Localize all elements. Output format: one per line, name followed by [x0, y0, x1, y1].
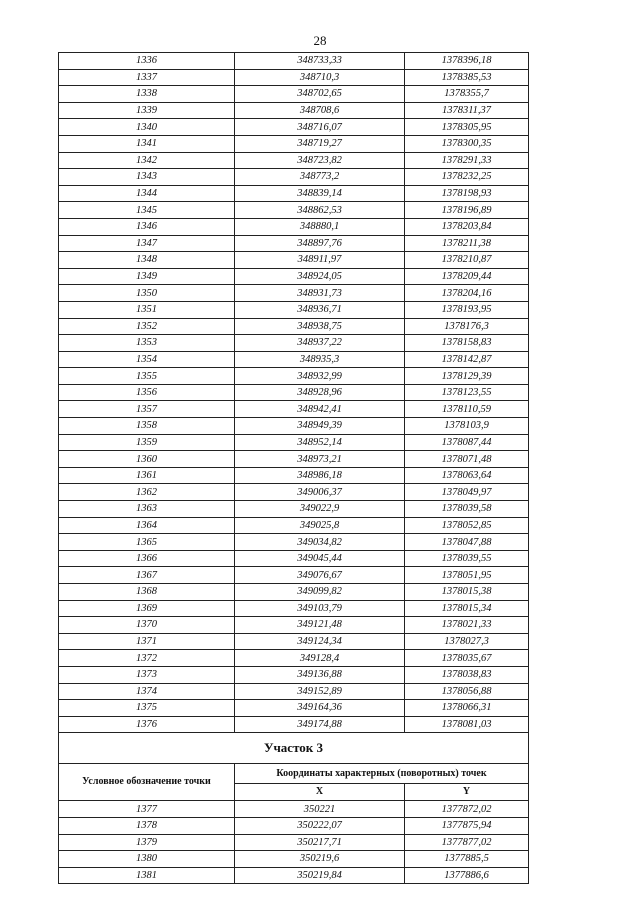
y-coordinate-cell: 1378142,87 — [405, 351, 529, 368]
y-coordinate-cell: 1378015,34 — [405, 600, 529, 617]
x-coordinate-cell: 348932,99 — [235, 368, 405, 385]
coordinates-table — [58, 52, 529, 884]
point-id-cell: 1336 — [59, 53, 235, 70]
table-row — [59, 135, 529, 152]
y-coordinate-cell: 1378196,89 — [405, 202, 529, 219]
y-coordinate-cell: 1378015,38 — [405, 584, 529, 601]
point-id-cell: 1343 — [59, 169, 235, 186]
coordinates-table-body-section-3 — [59, 801, 529, 884]
y-coordinate-cell: 1378047,88 — [405, 534, 529, 551]
point-id-cell: 1363 — [59, 501, 235, 518]
x-coordinate-cell: 348936,71 — [235, 301, 405, 318]
point-id-cell: 1345 — [59, 202, 235, 219]
point-id-cell: 1356 — [59, 384, 235, 401]
y-coordinate-cell: 1378204,16 — [405, 285, 529, 302]
section-title: Участок 3 — [59, 733, 529, 764]
table-row — [59, 102, 529, 119]
x-coordinate-cell: 349045,44 — [235, 550, 405, 567]
y-coordinate-cell: 1378035,67 — [405, 650, 529, 667]
table-row — [59, 185, 529, 202]
x-coordinate-cell: 350221 — [235, 801, 405, 818]
point-id-cell: 1377 — [59, 801, 235, 818]
point-id-cell: 1371 — [59, 633, 235, 650]
x-coordinate-cell: 348839,14 — [235, 185, 405, 202]
y-coordinate-cell: 1378158,83 — [405, 335, 529, 352]
point-id-cell: 1355 — [59, 368, 235, 385]
y-coordinate-cell: 1378056,88 — [405, 683, 529, 700]
table-row — [59, 700, 529, 717]
point-id-cell: 1380 — [59, 851, 235, 868]
y-coordinate-cell: 1378039,58 — [405, 501, 529, 518]
point-id-cell: 1381 — [59, 867, 235, 884]
table-row — [59, 285, 529, 302]
point-id-cell: 1375 — [59, 700, 235, 717]
y-coordinate-cell: 1378232,25 — [405, 169, 529, 186]
point-id-cell: 1361 — [59, 467, 235, 484]
table-row — [59, 451, 529, 468]
x-coordinate-cell: 348911,97 — [235, 252, 405, 269]
point-id-cell: 1374 — [59, 683, 235, 700]
table-row — [59, 53, 529, 70]
point-id-cell: 1354 — [59, 351, 235, 368]
x-coordinate-cell: 349152,89 — [235, 683, 405, 700]
table-row — [59, 235, 529, 252]
table-row — [59, 600, 529, 617]
table-row — [59, 318, 529, 335]
x-coordinate-cell: 349034,82 — [235, 534, 405, 551]
table-row — [59, 202, 529, 219]
x-coordinate-cell: 348928,96 — [235, 384, 405, 401]
table-row — [59, 252, 529, 269]
y-coordinate-cell: 1378355,7 — [405, 86, 529, 103]
table-row — [59, 501, 529, 518]
point-id-cell: 1369 — [59, 600, 235, 617]
y-coordinate-cell: 1378110,59 — [405, 401, 529, 418]
point-id-cell: 1359 — [59, 434, 235, 451]
y-coordinate-cell: 1378071,48 — [405, 451, 529, 468]
y-coordinate-cell: 1378051,95 — [405, 567, 529, 584]
x-coordinate-cell: 348897,76 — [235, 235, 405, 252]
x-header: X — [235, 783, 405, 800]
table-row — [59, 716, 529, 733]
section-3-header — [59, 733, 529, 801]
point-id-cell: 1348 — [59, 252, 235, 269]
y-coordinate-cell: 1378385,53 — [405, 69, 529, 86]
y-header: Y — [405, 783, 529, 800]
x-coordinate-cell: 348938,75 — [235, 318, 405, 335]
table-row — [59, 517, 529, 534]
y-coordinate-cell: 1377875,94 — [405, 817, 529, 834]
table-row — [59, 550, 529, 567]
y-coordinate-cell: 1378063,64 — [405, 467, 529, 484]
point-id-cell: 1341 — [59, 135, 235, 152]
point-id-cell: 1338 — [59, 86, 235, 103]
y-coordinate-cell: 1378291,33 — [405, 152, 529, 169]
point-id-cell: 1372 — [59, 650, 235, 667]
point-id-cell: 1366 — [59, 550, 235, 567]
point-label-header: Условное обозначение точки — [59, 764, 235, 801]
y-coordinate-cell: 1377877,02 — [405, 834, 529, 851]
y-coordinate-cell: 1378396,18 — [405, 53, 529, 70]
x-coordinate-cell: 348773,2 — [235, 169, 405, 186]
x-coordinate-cell: 349103,79 — [235, 600, 405, 617]
table-row — [59, 401, 529, 418]
table-row — [59, 867, 529, 884]
table-row — [59, 484, 529, 501]
table-row — [59, 801, 529, 818]
x-coordinate-cell: 349136,88 — [235, 666, 405, 683]
table-row — [59, 351, 529, 368]
point-id-cell: 1346 — [59, 218, 235, 235]
table-row — [59, 268, 529, 285]
x-coordinate-cell: 350222,07 — [235, 817, 405, 834]
y-coordinate-cell: 1377886,6 — [405, 867, 529, 884]
table-row — [59, 69, 529, 86]
x-coordinate-cell: 348952,14 — [235, 434, 405, 451]
y-coordinate-cell: 1378039,55 — [405, 550, 529, 567]
point-id-cell: 1378 — [59, 817, 235, 834]
y-coordinate-cell: 1378305,95 — [405, 119, 529, 136]
table-row — [59, 650, 529, 667]
y-coordinate-cell: 1378066,31 — [405, 700, 529, 717]
table-row — [59, 368, 529, 385]
y-coordinate-cell: 1378103,9 — [405, 418, 529, 435]
table-row — [59, 86, 529, 103]
x-coordinate-cell: 348931,73 — [235, 285, 405, 302]
x-coordinate-cell: 350217,71 — [235, 834, 405, 851]
page-number: 28 — [313, 33, 327, 48]
y-coordinate-cell: 1378203,84 — [405, 218, 529, 235]
y-coordinate-cell: 1378198,93 — [405, 185, 529, 202]
point-id-cell: 1353 — [59, 335, 235, 352]
x-coordinate-cell: 349174,88 — [235, 716, 405, 733]
point-id-cell: 1376 — [59, 716, 235, 733]
table-row — [59, 584, 529, 601]
table-row — [59, 834, 529, 851]
table-row — [59, 666, 529, 683]
x-coordinate-cell: 350219,6 — [235, 851, 405, 868]
coordinates-header: Координаты характерных (поворотных) точек — [235, 764, 529, 784]
point-id-cell: 1358 — [59, 418, 235, 435]
y-coordinate-cell: 1378027,3 — [405, 633, 529, 650]
table-row — [59, 169, 529, 186]
point-id-cell: 1360 — [59, 451, 235, 468]
x-coordinate-cell: 348924,05 — [235, 268, 405, 285]
table-row — [59, 467, 529, 484]
y-coordinate-cell: 1378209,44 — [405, 268, 529, 285]
x-coordinate-cell: 348702,65 — [235, 86, 405, 103]
x-coordinate-cell: 348973,21 — [235, 451, 405, 468]
y-coordinate-cell: 1378300,35 — [405, 135, 529, 152]
table-row — [59, 301, 529, 318]
x-coordinate-cell: 349025,8 — [235, 517, 405, 534]
x-coordinate-cell: 349022,9 — [235, 501, 405, 518]
x-coordinate-cell: 348716,07 — [235, 119, 405, 136]
x-coordinate-cell: 348710,3 — [235, 69, 405, 86]
y-coordinate-cell: 1378081,03 — [405, 716, 529, 733]
point-id-cell: 1350 — [59, 285, 235, 302]
y-coordinate-cell: 1378021,33 — [405, 617, 529, 634]
y-coordinate-cell: 1378129,39 — [405, 368, 529, 385]
point-id-cell: 1368 — [59, 584, 235, 601]
y-coordinate-cell: 1378049,97 — [405, 484, 529, 501]
point-id-cell: 1344 — [59, 185, 235, 202]
point-id-cell: 1370 — [59, 617, 235, 634]
table-row — [59, 851, 529, 868]
point-id-cell: 1362 — [59, 484, 235, 501]
point-id-cell: 1357 — [59, 401, 235, 418]
x-coordinate-cell: 348862,53 — [235, 202, 405, 219]
x-coordinate-cell: 348733,33 — [235, 53, 405, 70]
x-coordinate-cell: 349006,37 — [235, 484, 405, 501]
table-row — [59, 119, 529, 136]
y-coordinate-cell: 1378193,95 — [405, 301, 529, 318]
y-coordinate-cell: 1378211,38 — [405, 235, 529, 252]
table-row — [59, 534, 529, 551]
y-coordinate-cell: 1378311,37 — [405, 102, 529, 119]
x-coordinate-cell: 349124,34 — [235, 633, 405, 650]
table-row — [59, 817, 529, 834]
point-id-cell: 1340 — [59, 119, 235, 136]
point-id-cell: 1373 — [59, 666, 235, 683]
y-coordinate-cell: 1378087,44 — [405, 434, 529, 451]
point-id-cell: 1379 — [59, 834, 235, 851]
point-id-cell: 1352 — [59, 318, 235, 335]
table-row — [59, 567, 529, 584]
point-id-cell: 1351 — [59, 301, 235, 318]
x-coordinate-cell: 349164,36 — [235, 700, 405, 717]
table-row — [59, 218, 529, 235]
coordinates-table-body-part1 — [59, 53, 529, 733]
x-coordinate-cell: 348708,6 — [235, 102, 405, 119]
point-id-cell: 1365 — [59, 534, 235, 551]
table-row — [59, 617, 529, 634]
y-coordinate-cell: 1377872,02 — [405, 801, 529, 818]
table-row — [59, 434, 529, 451]
table-row — [59, 152, 529, 169]
y-coordinate-cell: 1378176,3 — [405, 318, 529, 335]
y-coordinate-cell: 1378123,55 — [405, 384, 529, 401]
point-id-cell: 1337 — [59, 69, 235, 86]
x-coordinate-cell: 349099,82 — [235, 584, 405, 601]
x-coordinate-cell: 348935,3 — [235, 351, 405, 368]
x-coordinate-cell: 348986,18 — [235, 467, 405, 484]
table-row — [59, 633, 529, 650]
x-coordinate-cell: 349121,48 — [235, 617, 405, 634]
x-coordinate-cell: 350219,84 — [235, 867, 405, 884]
point-id-cell: 1367 — [59, 567, 235, 584]
y-coordinate-cell: 1378210,87 — [405, 252, 529, 269]
x-coordinate-cell: 348949,39 — [235, 418, 405, 435]
x-coordinate-cell: 348942,41 — [235, 401, 405, 418]
table-row — [59, 418, 529, 435]
x-coordinate-cell: 349076,67 — [235, 567, 405, 584]
x-coordinate-cell: 349128,4 — [235, 650, 405, 667]
x-coordinate-cell: 348937,22 — [235, 335, 405, 352]
y-coordinate-cell: 1377885,5 — [405, 851, 529, 868]
point-id-cell: 1349 — [59, 268, 235, 285]
point-id-cell: 1339 — [59, 102, 235, 119]
point-id-cell: 1347 — [59, 235, 235, 252]
x-coordinate-cell: 348723,82 — [235, 152, 405, 169]
table-row — [59, 683, 529, 700]
x-coordinate-cell: 348719,27 — [235, 135, 405, 152]
point-id-cell: 1364 — [59, 517, 235, 534]
table-row — [59, 384, 529, 401]
x-coordinate-cell: 348880,1 — [235, 218, 405, 235]
point-id-cell: 1342 — [59, 152, 235, 169]
y-coordinate-cell: 1378038,83 — [405, 666, 529, 683]
table-row — [59, 335, 529, 352]
y-coordinate-cell: 1378052,85 — [405, 517, 529, 534]
